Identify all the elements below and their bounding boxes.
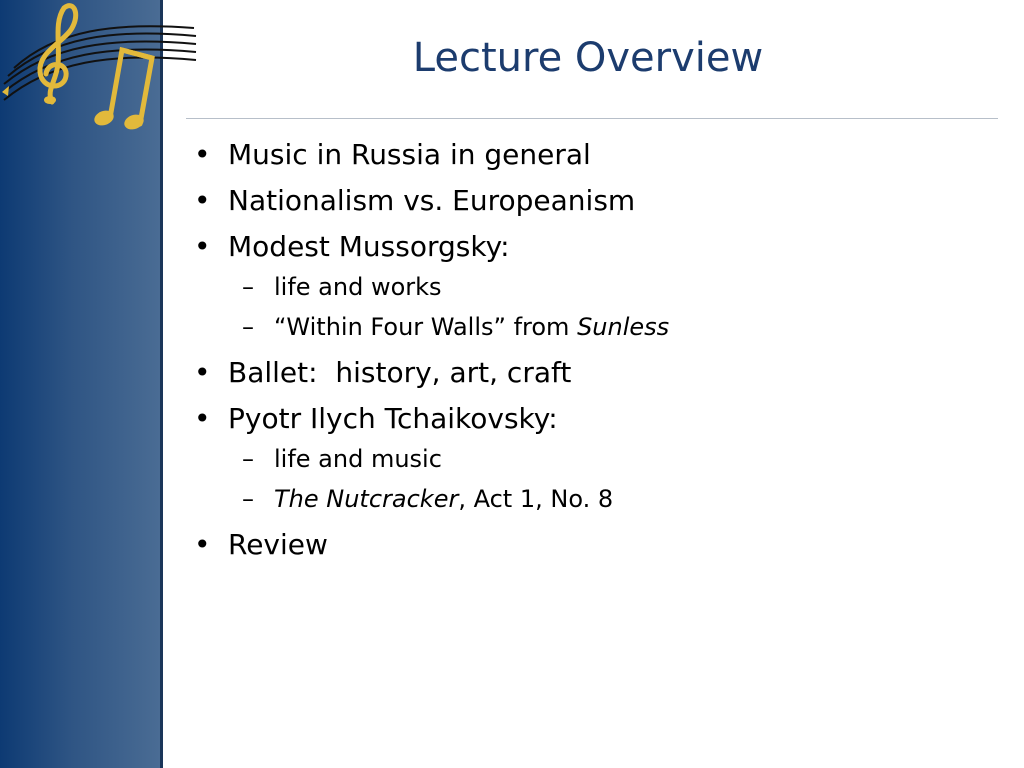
- outline-list: [190, 136, 990, 572]
- slide-title: Lecture Overview: [412, 35, 764, 81]
- outline-item-music-in-russia: [190, 136, 990, 173]
- work-title-nutcracker: The Nutcracker: [274, 485, 459, 513]
- outline-item-label: Ballet: history, art, craft: [228, 356, 572, 389]
- outline-item-label: Pyotr Ilych Tchaikovsky:: [228, 402, 558, 435]
- outline-item-label: Nationalism vs. Europeanism: [228, 184, 636, 217]
- outline-subitem-nutcracker: [190, 483, 990, 515]
- sub-bullet-marker: –: [242, 273, 254, 301]
- outline-item-label: Modest Mussorgsky:: [228, 230, 510, 263]
- outline-item-mussorgsky: [190, 228, 990, 265]
- title-divider: [186, 118, 998, 119]
- music-notes-staff-icon: [0, 0, 200, 135]
- bullet-marker: •: [194, 184, 211, 217]
- sub-bullet-marker: –: [242, 485, 254, 513]
- sub-bullet-marker: –: [242, 313, 254, 341]
- outline-subitem-label: “Within Four Walls” from: [274, 313, 578, 341]
- outline-item-label: Music in Russia in general: [228, 138, 591, 171]
- outline-item-nationalism: [190, 182, 990, 219]
- bullet-marker: •: [194, 402, 211, 435]
- outline-item-ballet: [190, 354, 990, 391]
- outline-subitem-label: , Act 1, No. 8: [458, 485, 614, 513]
- outline-subitem-within-four-walls: [190, 311, 990, 343]
- sub-bullet-marker: –: [242, 445, 254, 473]
- bullet-marker: •: [194, 230, 211, 263]
- bullet-marker: •: [194, 528, 211, 561]
- outline-subitem-life-and-music: [190, 443, 990, 475]
- outline-subitem-label: life and works: [274, 273, 442, 301]
- outline-item-review: [190, 526, 990, 563]
- work-title-sunless: Sunless: [577, 313, 670, 341]
- outline-item-tchaikovsky: [190, 400, 990, 437]
- outline-subitem-life-and-works: [190, 271, 990, 303]
- bullet-marker: •: [194, 356, 211, 389]
- bullet-marker: •: [194, 138, 211, 171]
- outline-subitem-label: life and music: [274, 445, 442, 473]
- outline-item-label: Review: [228, 528, 328, 561]
